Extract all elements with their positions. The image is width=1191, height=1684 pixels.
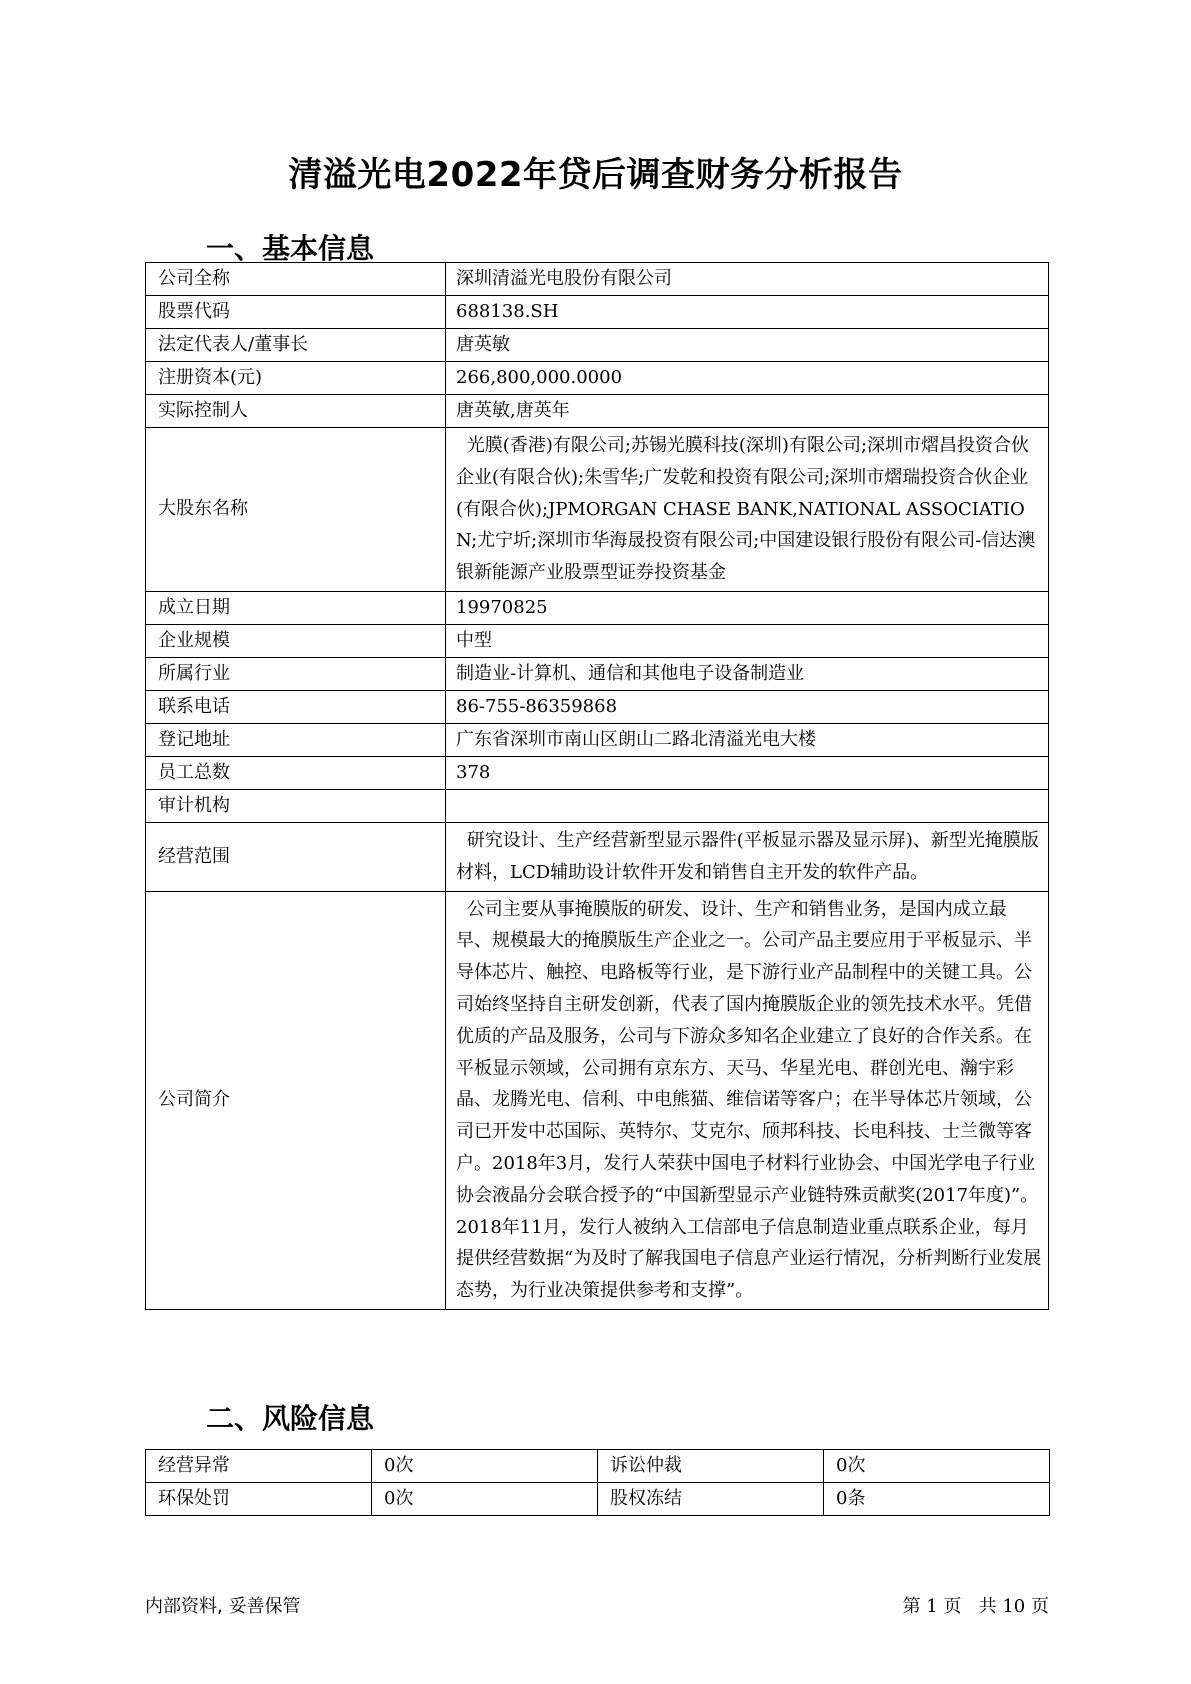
risk-value: 0次 [372, 1483, 598, 1516]
table-row [146, 756, 1049, 789]
basic-info-table [145, 262, 1049, 1310]
table-row [146, 624, 1049, 657]
row-value: 86-755-86359868 [446, 690, 1049, 723]
row-value [446, 789, 1049, 822]
footer-page-number: 第 1 页 共 10 页 [902, 1596, 1049, 1617]
row-value: 唐英敏 [446, 329, 1049, 362]
table-row [146, 591, 1049, 624]
row-label: 公司简介 [146, 891, 446, 1309]
risk-value: 0次 [372, 1450, 598, 1483]
risk-value: 0条 [824, 1483, 1050, 1516]
row-label: 法定代表人/董事长 [146, 329, 446, 362]
table-row [146, 395, 1049, 428]
risk-value: 0次 [824, 1450, 1050, 1483]
section-heading-basic-info: 一、基本信息 [206, 232, 375, 265]
row-value: 266,800,000.0000 [446, 362, 1049, 395]
risk-info-table [145, 1449, 1050, 1516]
table-row [146, 296, 1049, 329]
row-label: 员工总数 [146, 756, 446, 789]
risk-label: 股权冻结 [598, 1483, 824, 1516]
document-title: 清溢光电2022年贷后调查财务分析报告 [288, 155, 903, 195]
table-row [146, 657, 1049, 690]
section-heading-risk-info: 二、风险信息 [206, 1402, 375, 1435]
table-row [146, 891, 1049, 1309]
row-label: 联系电话 [146, 690, 446, 723]
row-value: 688138.SH [446, 296, 1049, 329]
row-value: 光膜(香港)有限公司;苏锡光膜科技(深圳)有限公司;深圳市熠昌投资合伙企业(有限合伙);朱雪华;广发乾和投资有限公司;深圳市熠瑞投资合伙企业(有限合伙);JPMORGAN CHASE BANK,NATIONAL ASSOCIATION;尤宁圻;深圳市华海晟投资有限公司;中国建设银行股份有限公司-信达澳银新能源产业股票型证券投资基金 [446, 428, 1049, 592]
table-row [146, 690, 1049, 723]
table-row [146, 789, 1049, 822]
row-label: 经营范围 [146, 822, 446, 891]
row-value: 中型 [446, 624, 1049, 657]
table-row [146, 822, 1049, 891]
row-value: 公司主要从事掩膜版的研发、设计、生产和销售业务，是国内成立最早、规模最大的掩膜版生产企业之一。公司产品主要应用于平板显示、半导体芯片、触控、电路板等行业，是下游行业产品制程中的关键工具。公司始终坚持自主研发创新，代表了国内掩膜版企业的领先技术水平。凭借优质的产品及服务，公司与下游众多知名企业建立了良好的合作关系。在平板显示领域，公司拥有京东方、天马、华星光电、群创光电、瀚宇彩晶、龙腾光电、信利、中电熊猫、维信诺等客户；在半导体芯片领域，公司已开发中芯国际、英特尔、艾克尔、颀邦科技、长电科技、士兰微等客户。2018年3月，发行人荣获中国电子材料行业协会、中国光学电子行业协会液晶分会联合授予的“中国新型显示产业链特殊贡献奖(2017年度)”。2018年11月，发行人被纳入工信部电子信息制造业重点联系企业，每月提供经营数据“为及时了解我国电子信息产业运行情况，分析判断行业发展态势，为行业决策提供参考和支撑”。 [446, 891, 1049, 1309]
row-label: 股票代码 [146, 296, 446, 329]
table-row [146, 1450, 1050, 1483]
row-label: 注册资本(元) [146, 362, 446, 395]
row-value: 19970825 [446, 591, 1049, 624]
footer-confidential-note: 内部资料, 妥善保管 [145, 1596, 301, 1617]
table-row [146, 362, 1049, 395]
table-row [146, 1483, 1050, 1516]
table-row [146, 723, 1049, 756]
row-value: 制造业-计算机、通信和其他电子设备制造业 [446, 657, 1049, 690]
row-value: 唐英敏,唐英年 [446, 395, 1049, 428]
table-row [146, 428, 1049, 592]
row-value: 广东省深圳市南山区朗山二路北清溢光电大楼 [446, 723, 1049, 756]
row-label: 审计机构 [146, 789, 446, 822]
table-row [146, 263, 1049, 296]
row-label: 企业规模 [146, 624, 446, 657]
row-value: 深圳清溢光电股份有限公司 [446, 263, 1049, 296]
row-label: 登记地址 [146, 723, 446, 756]
row-value: 研究设计、生产经营新型显示器件(平板显示器及显示屏)、新型光掩膜版材料，LCD辅助设计软件开发和销售自主开发的软件产品。 [446, 822, 1049, 891]
row-label: 所属行业 [146, 657, 446, 690]
row-label: 大股东名称 [146, 428, 446, 592]
row-label: 实际控制人 [146, 395, 446, 428]
row-label: 公司全称 [146, 263, 446, 296]
risk-label: 经营异常 [146, 1450, 372, 1483]
risk-label: 诉讼仲裁 [598, 1450, 824, 1483]
row-label: 成立日期 [146, 591, 446, 624]
table-row [146, 329, 1049, 362]
risk-label: 环保处罚 [146, 1483, 372, 1516]
row-value: 378 [446, 756, 1049, 789]
